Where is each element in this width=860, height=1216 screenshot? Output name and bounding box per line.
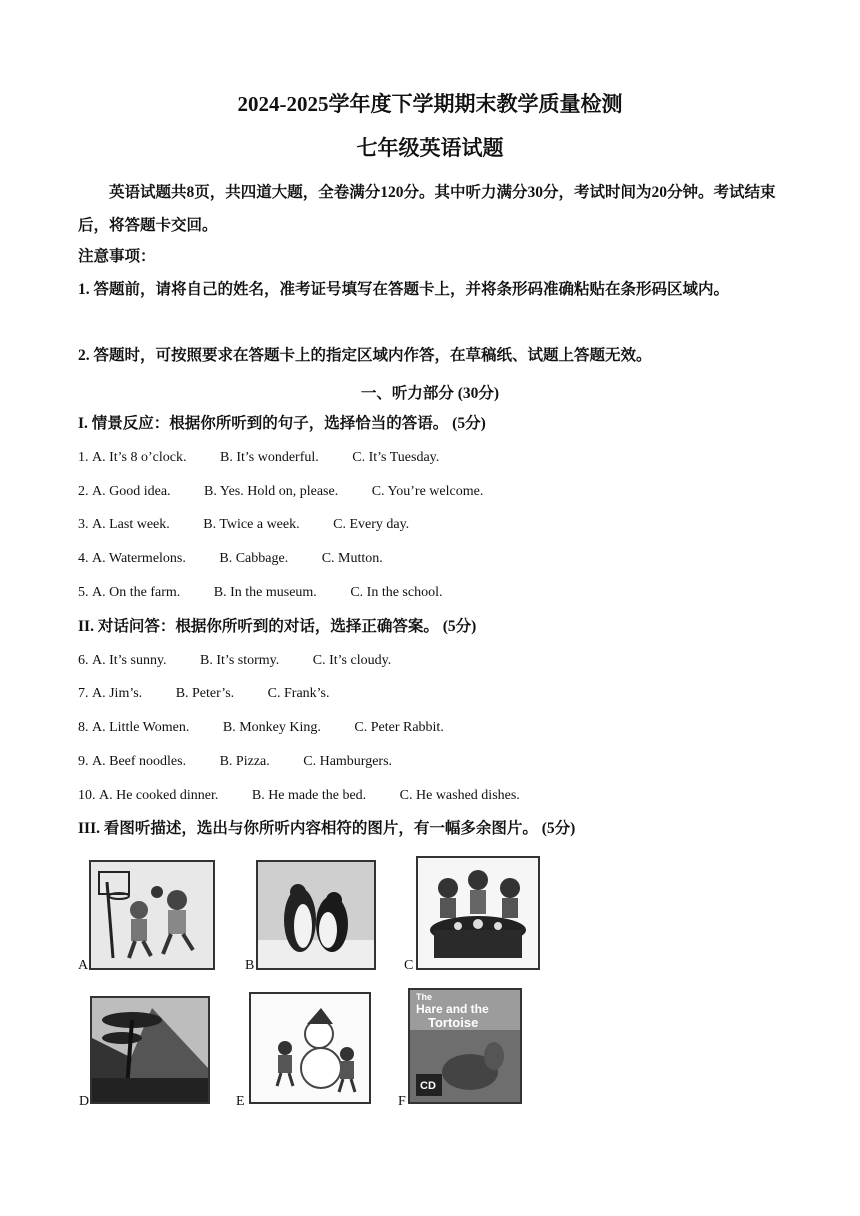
exam-title: 2024-2025学年度下学期期末教学质量检测: [237, 92, 623, 116]
question-number: 6.: [78, 653, 89, 668]
question-number: 9.: [78, 754, 89, 769]
book-cover-picture: [408, 988, 522, 1104]
question-4: [78, 551, 383, 567]
kids-basketball-picture: [89, 860, 215, 970]
question-6: [78, 653, 391, 669]
option-b: B. He made the bed.: [251, 788, 367, 803]
question-number: 5.: [78, 585, 89, 600]
option-a: A. Little Women.: [92, 720, 190, 735]
question-5: [78, 585, 442, 601]
question-number: 3.: [78, 517, 89, 532]
question-2: [78, 484, 483, 500]
option-b: B. Yes. Hold on, please.: [204, 484, 339, 499]
option-b: B. In the museum.: [213, 585, 317, 600]
question-number: 2.: [78, 484, 89, 499]
notes-heading: 注意事项：: [78, 248, 156, 265]
picture-label-c: C: [404, 958, 414, 973]
note-item-1: 1. 答题前，请将自己的姓名，准考证号填写在答题卡上，并将条形码准确粘贴在条形码区域内。: [78, 281, 730, 298]
picture-label-a: A: [78, 958, 89, 973]
option-a: A. Jim’s.: [92, 686, 143, 701]
picture-label-d: D: [79, 1094, 90, 1109]
question-number: 7.: [78, 686, 89, 701]
option-a: A. Watermelons.: [92, 551, 186, 566]
picture-label-e: E: [236, 1094, 245, 1109]
question-number: 1.: [78, 450, 89, 465]
mountain-pine-picture: [90, 996, 210, 1104]
option-a: A. He cooked dinner.: [99, 788, 219, 803]
option-b: B. Pizza.: [219, 754, 270, 769]
part3-title: III. 看图听描述，选出与你所听内容相符的图片，有一幅多余图片。 (5分): [78, 820, 576, 837]
exam-intro: 英语试题共8页，共四道大题，全卷满分120分。其中听力满分30分，考试时间为20分钟。考试结束后，将答题卡交回。: [78, 184, 776, 234]
question-number: 8.: [78, 720, 89, 735]
option-a: A. Beef noodles.: [92, 754, 187, 769]
note-item-2: 2. 答题时，可按照要求在答题卡上的指定区域内作答，在草稿纸、试题上答题无效。: [78, 347, 652, 364]
penguins-picture: [256, 860, 376, 970]
question-7: [78, 686, 330, 702]
question-3: [78, 517, 409, 533]
option-c: C. In the school.: [350, 585, 443, 600]
picture-label-b: B: [245, 958, 255, 973]
question-number: 10.: [78, 788, 96, 803]
option-c: C. Every day.: [333, 517, 410, 532]
option-a: A. Good idea.: [92, 484, 171, 499]
book-cover-line3: Tortoise: [428, 1015, 479, 1030]
option-a: A. It’s 8 o’clock.: [92, 450, 187, 465]
family-dinner-picture: [416, 856, 540, 970]
question-number: 4.: [78, 551, 89, 566]
part1-title: I. 情景反应：根据你所听到的句子，选择恰当的答语。 (5分): [78, 415, 486, 432]
option-a: A. On the farm.: [92, 585, 181, 600]
option-b: B. It’s wonderful.: [219, 450, 319, 465]
cd-badge: CD: [420, 1080, 436, 1092]
question-9: [78, 754, 392, 770]
section-title-listening: 一、听力部分 (30分): [360, 385, 500, 402]
book-cover-line1: The: [416, 992, 433, 1002]
question-8: [78, 720, 444, 736]
option-b: B. Twice a week.: [203, 517, 300, 532]
kids-snowman-picture: [249, 992, 371, 1104]
book-cover-line2: Hare and the: [416, 1002, 489, 1016]
option-a: A. It’s sunny.: [92, 653, 167, 668]
option-c: C. You’re welcome.: [371, 484, 484, 499]
option-c: C. Frank’s.: [267, 686, 330, 701]
option-c: C. Hamburgers.: [303, 754, 393, 769]
option-c: C. It’s cloudy.: [312, 653, 392, 668]
option-a: A. Last week.: [92, 517, 170, 532]
option-b: B. Peter’s.: [175, 686, 235, 701]
question-10: [78, 788, 520, 804]
option-c: C. Mutton.: [321, 551, 383, 566]
part2-title: II. 对话问答：根据你所听到的对话，选择正确答案。 (5分): [78, 618, 477, 635]
option-b: B. Monkey King.: [222, 720, 321, 735]
option-c: C. Peter Rabbit.: [354, 720, 444, 735]
option-b: B. It’s stormy.: [200, 653, 280, 668]
picture-label-f: F: [398, 1094, 406, 1109]
exam-subtitle: 七年级英语试题: [356, 136, 504, 160]
option-c: C. He washed dishes.: [399, 788, 520, 803]
option-b: B. Cabbage.: [219, 551, 289, 566]
question-1: [78, 450, 439, 466]
option-c: C. It’s Tuesday.: [352, 450, 440, 465]
